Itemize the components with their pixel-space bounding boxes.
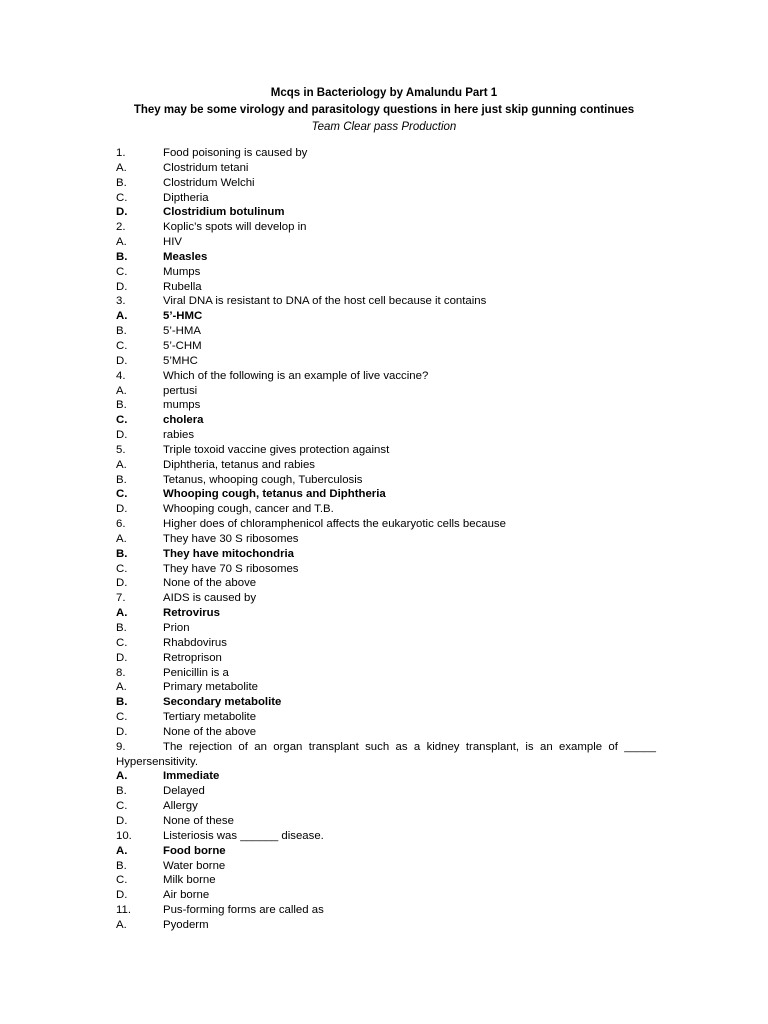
- option-line: [116, 280, 656, 295]
- option-text: mumps: [163, 399, 201, 412]
- option-text: HIV: [163, 236, 182, 249]
- option-text: Secondary metabolite: [163, 696, 282, 709]
- question-number: 9.: [116, 740, 126, 753]
- document-credit: Team Clear pass Production: [311, 121, 457, 133]
- option-letter: D.: [116, 725, 128, 738]
- option-line: [116, 532, 656, 547]
- option-text: They have 30 S ribosomes: [163, 532, 299, 545]
- option-text: Tetanus, whooping cough, Tuberculosis: [163, 473, 363, 486]
- option-text: Primary metabolite: [163, 681, 258, 694]
- question-text: AIDS is caused by: [163, 592, 257, 605]
- option-text: None of these: [163, 814, 234, 827]
- option-text: Delayed: [163, 785, 205, 798]
- option-line: [116, 205, 656, 220]
- option-letter: D.: [116, 206, 128, 219]
- option-letter: B.: [116, 325, 127, 338]
- question-word: The: [163, 740, 183, 753]
- option-letter: D.: [116, 889, 128, 902]
- option-text: Milk borne: [163, 874, 216, 887]
- option-text: Prion: [163, 622, 190, 634]
- option-text: Rhabdovirus: [163, 636, 227, 649]
- option-letter: A.: [116, 161, 127, 174]
- option-letter: A.: [116, 532, 127, 545]
- option-line: [116, 710, 656, 725]
- question-word: an: [254, 740, 267, 753]
- option-letter: C.: [116, 414, 128, 427]
- option-line: [116, 680, 656, 695]
- question-number: 5.: [116, 443, 126, 456]
- question-word: an: [539, 740, 553, 753]
- option-text: Allergy: [163, 800, 198, 813]
- option-letter: A.: [116, 770, 128, 783]
- option-text: Air borne: [163, 889, 210, 902]
- option-text: 5’-HMA: [163, 325, 201, 338]
- question-word: organ: [273, 740, 303, 753]
- option-line: [116, 725, 656, 740]
- question-number: 8.: [116, 666, 126, 679]
- option-letter: C.: [116, 636, 128, 649]
- option-text: 5’-HMC: [163, 310, 203, 323]
- option-text: Diphtheria, tetanus and rabies: [163, 458, 315, 471]
- question-text: Triple toxoid vaccine gives protection against: [163, 443, 390, 456]
- question-line: [116, 666, 656, 681]
- option-line: [116, 309, 656, 324]
- option-letter: C.: [116, 874, 128, 887]
- option-text: cholera: [163, 414, 204, 427]
- question-number: 2.: [116, 221, 126, 234]
- question-word: transplant: [308, 740, 359, 753]
- question-text: Penicillin is a: [163, 666, 229, 679]
- option-text: Immediate: [163, 770, 220, 783]
- option-text: Food borne: [163, 844, 226, 857]
- option-line: [116, 428, 656, 443]
- question-word: _____: [624, 740, 656, 753]
- option-line: [116, 235, 656, 250]
- question-word: a: [413, 740, 421, 753]
- option-letter: B.: [116, 785, 127, 798]
- option-letter: A.: [116, 310, 128, 323]
- question-line: [116, 829, 656, 844]
- option-line: [116, 250, 656, 265]
- option-letter: D.: [116, 577, 128, 590]
- option-text: Rubella: [163, 280, 202, 293]
- option-text: Water borne: [163, 859, 226, 872]
- option-text: 5’MHC: [163, 354, 198, 367]
- option-line: [116, 502, 656, 517]
- question-number: 4.: [116, 369, 126, 382]
- option-letter: B.: [116, 176, 127, 189]
- question-line: [116, 369, 656, 384]
- option-text: pertusi: [163, 384, 198, 397]
- question-text: Which of the following is an example of live vaccine?: [163, 369, 429, 382]
- option-letter: A.: [116, 844, 128, 857]
- option-line: [116, 398, 656, 413]
- option-line: [116, 176, 656, 191]
- option-letter: C.: [116, 562, 128, 575]
- option-letter: B.: [116, 696, 128, 709]
- option-letter: D.: [116, 354, 128, 367]
- question-word: is: [525, 740, 534, 753]
- option-letter: A.: [116, 681, 127, 694]
- option-text: Measles: [163, 250, 208, 263]
- question-line: [116, 220, 656, 235]
- option-line: [116, 814, 656, 829]
- question-word: example: [559, 740, 603, 753]
- option-line: [116, 265, 656, 280]
- option-line: [116, 873, 656, 888]
- option-text: Clostridum tetani: [163, 161, 249, 174]
- option-line: [116, 324, 656, 339]
- document-header: [0, 85, 768, 136]
- question-number: 11.: [116, 904, 131, 917]
- question-word: of: [608, 740, 618, 753]
- option-line: [116, 888, 656, 903]
- question-word: as: [395, 740, 408, 753]
- question-text: Food poisoning is caused by: [163, 147, 308, 159]
- option-line: [116, 547, 656, 562]
- option-line: [116, 562, 656, 577]
- question-text: Pus-forming forms are called as: [163, 904, 324, 917]
- option-letter: C.: [116, 265, 128, 278]
- option-letter: B.: [116, 547, 128, 560]
- option-letter: D.: [116, 429, 128, 442]
- option-letter: B.: [116, 250, 128, 263]
- option-letter: A.: [116, 384, 127, 397]
- option-letter: B.: [116, 622, 127, 634]
- question-list: [116, 146, 656, 933]
- option-text: Tertiary metabolite: [163, 711, 257, 724]
- option-text: They have 70 S ribosomes: [163, 562, 299, 575]
- option-text: Retroprison: [163, 651, 222, 664]
- option-letter: C.: [116, 800, 128, 813]
- option-letter: A.: [116, 918, 127, 931]
- question-line: [116, 146, 656, 161]
- option-text: None of the above: [163, 577, 257, 590]
- option-letter: B.: [116, 399, 127, 412]
- question-word: kidney: [426, 740, 460, 753]
- option-letter: C.: [116, 339, 128, 352]
- question-text: [163, 740, 656, 755]
- question-text: Koplic’s spots will develop in: [163, 221, 307, 234]
- option-line: [116, 844, 656, 859]
- option-line: [116, 636, 656, 651]
- option-text: Clostridum Welchi: [163, 176, 255, 189]
- option-line: [116, 458, 656, 473]
- question-number: 1.: [116, 147, 126, 159]
- option-letter: A.: [116, 236, 127, 249]
- option-line: [116, 799, 656, 814]
- option-text: None of the above: [163, 725, 257, 738]
- option-line: [116, 191, 656, 206]
- question-continuation: Hypersensitivity.: [116, 755, 199, 768]
- question-line: [116, 294, 656, 309]
- question-line: [116, 903, 656, 918]
- option-letter: D.: [116, 503, 128, 516]
- question-line: [116, 591, 656, 606]
- option-text: Retrovirus: [163, 607, 220, 620]
- option-text: Whooping cough, tetanus and Diphtheria: [163, 488, 386, 501]
- option-letter: C.: [116, 191, 128, 204]
- option-line: [116, 384, 656, 399]
- question-line: [116, 517, 656, 532]
- document-subtitle: They may be some virology and parasitology questions in here just skip gunning continues: [133, 104, 635, 116]
- option-text: Diptheria: [163, 191, 209, 204]
- option-line: [116, 339, 656, 354]
- option-text: Clostridium botulinum: [163, 206, 285, 219]
- question-number: 10.: [116, 829, 132, 842]
- option-text: rabies: [163, 429, 195, 442]
- option-line: [116, 487, 656, 502]
- option-letter: A.: [116, 607, 128, 620]
- option-line: [116, 413, 656, 428]
- option-letter: A.: [116, 458, 127, 471]
- option-text: Whooping cough, cancer and T.B.: [163, 503, 334, 516]
- option-line: [116, 354, 656, 369]
- option-line: [116, 161, 656, 176]
- option-line: [116, 769, 656, 784]
- question-line: [116, 740, 656, 755]
- option-letter: D.: [116, 814, 128, 827]
- question-text: Listeriosis was ______ disease.: [163, 829, 324, 842]
- option-letter: B.: [116, 859, 127, 872]
- question-word: such: [365, 740, 390, 753]
- question-number: 3.: [116, 295, 126, 308]
- question-word: of: [238, 740, 248, 753]
- option-letter: C.: [116, 711, 128, 724]
- option-line: [116, 473, 656, 488]
- question-number: 6.: [116, 518, 126, 531]
- option-text: They have mitochondria: [163, 547, 295, 560]
- option-letter: D.: [116, 280, 128, 293]
- option-line: [116, 784, 656, 799]
- option-text: Mumps: [163, 265, 201, 278]
- option-text: Pyoderm: [163, 918, 209, 931]
- option-line: [116, 606, 656, 621]
- option-line: [116, 651, 656, 666]
- question-word: transplant,: [465, 740, 520, 753]
- option-line: [116, 859, 656, 874]
- option-letter: B.: [116, 473, 127, 486]
- question-word: rejection: [188, 740, 233, 753]
- option-line: [116, 695, 656, 710]
- option-text: 5’-CHM: [163, 339, 202, 352]
- document-title: Mcqs in Bacteriology by Amalundu Part 1: [270, 87, 498, 99]
- option-line: [116, 918, 656, 933]
- option-line: [116, 576, 656, 591]
- option-line: [116, 621, 656, 636]
- question-line: [116, 443, 656, 458]
- option-letter: D.: [116, 651, 128, 664]
- option-letter: C.: [116, 488, 128, 501]
- question-text: Viral DNA is resistant to DNA of the host cell because it contains: [163, 295, 487, 308]
- question-number: 7.: [116, 592, 126, 605]
- question-text: Higher does of chloramphenicol affects the eukaryotic cells because: [163, 518, 506, 531]
